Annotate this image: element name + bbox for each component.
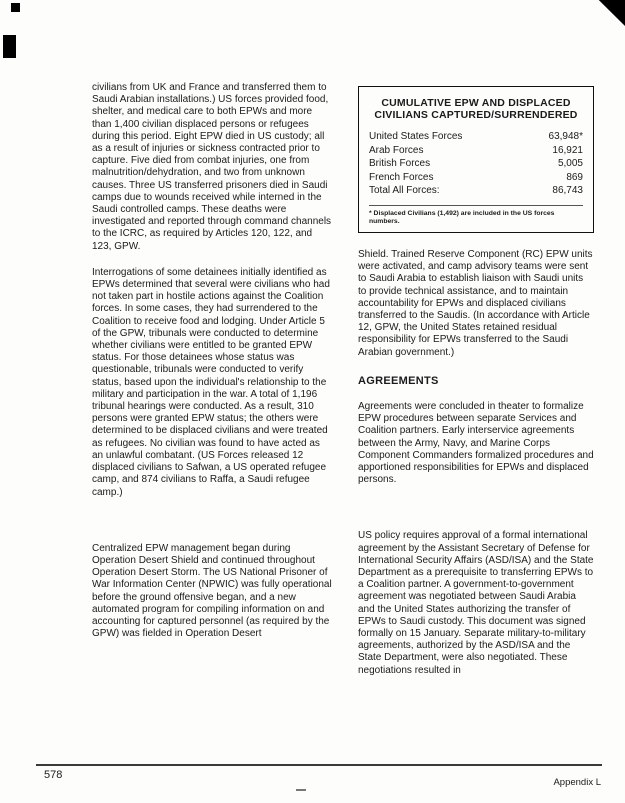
left-column <box>92 82 332 654</box>
table-row-total <box>369 184 583 198</box>
page-number: 578 <box>44 769 63 781</box>
table-row-label: British Forces <box>369 158 431 170</box>
scan-artifact-top-left-1 <box>11 3 20 12</box>
paragraph-tribunals: Interrogations of some detainees initially identified as EPWs determined that several were civilians who had not taken part in hostile actions against the Coalition forces. In some cases, they had surrendered to the Coalition to receive food and lodging. Under Article 5 of the GPW, tribunals were conducted to determine whether civilians were entitled to be granted EPW status. For those detainees whose status was questionable, tribunals were conducted to verify status, based upon the individual's relationship to the military and participation in the war. A total of 1,196 tribunal hearings were conducted. As a result, 310 persons were granted EPW status; the others were determined to be displaced civilians and were treated as refugees. No civilian was found to have acted as an unlawful combatant. (US Forces released 12 displaced civilians to Safwan, a US operated refugee camp, and 874 civilians to Raffa, a Saudi refugee camp.) <box>92 266 330 498</box>
scan-artifact-bottom-dash <box>296 789 306 791</box>
epw-summary-table <box>358 86 594 233</box>
table-row-label: French Forces <box>369 171 434 183</box>
table-row-value: 63,948* <box>548 131 583 142</box>
table-row-value: 86,743 <box>552 185 583 197</box>
scan-artifact-top-left-2 <box>3 35 16 58</box>
table-title-line2: CIVILIANS CAPTURED/SURRENDERED <box>374 109 578 121</box>
table-row-label: Total All Forces: <box>369 185 440 197</box>
right-column <box>358 86 594 691</box>
paragraph-shield-rc-units: Shield. Trained Reserve Component (RC) EPW units were activated, and camp advisory teams were sent to Saudi Arabia to establish liaison with Saudi units to provide technical assistance, and to maintain accountability for EPWs and displaced civilians transferred to the Saudis. (In accordance with Article 12, GPW, the United States retained residual responsibility for EPWs transferred to the Saudi Arabian government.) <box>358 248 593 358</box>
table-row-value: 869 <box>566 171 583 183</box>
table-title <box>369 97 583 121</box>
table-row <box>369 157 583 171</box>
scan-artifact-top-right-corner <box>593 0 625 26</box>
table-title-line1: CUMULATIVE EPW AND DISPLACED <box>381 97 571 109</box>
footer-rule <box>36 764 602 766</box>
footer-appendix-label: Appendix L <box>553 777 601 788</box>
table-row-label: United States Forces <box>369 131 463 142</box>
paragraph-centralized-management: Centralized EPW management began during Operation Desert Shield and continued throughout Operation Desert Storm. The US National Prisoner of War Information Center (NPWIC) was fully operational before the ground offensive began, and a new automated program for compiling information on and accounting for captured personnel (as required by the GPW) was fielded in Operation Desert <box>92 542 332 640</box>
table-row <box>369 144 583 158</box>
table-row <box>369 171 583 185</box>
table-row <box>369 130 583 144</box>
table-rows <box>369 130 583 198</box>
table-footnote: * Displaced Civilians (1,492) are included in the US forces numbers. <box>369 205 583 226</box>
paragraph-us-policy: US policy requires approval of a formal international agreement by the Assistant Secretary of Defense for International Security Affairs (ASD/ISA) and the State Department as a prerequisite to transferring EPWs to a Coalition partner. A government-to-government agreement was negotiated between Saudi Arabia and the United States authorizing the transfer of EPWs to Saudi custody. This document was signed formally on 15 January. Separate military-to-military agreements, authorized by the ASD/ISA and the State Department, were also negotiated. These negotiations resulted in <box>358 530 594 676</box>
table-row-label: Arab Forces <box>369 144 424 156</box>
table-row-value: 16,921 <box>552 144 583 156</box>
paragraph-agreements-theater: Agreements were concluded in theater to formalize EPW procedures between separate Services and Coalition partners. Early interservice agreements between the Army, Navy, and Marine Corps Component Commanders formalized procedures and apportioned responsibilities for EPWs and displaced persons. <box>358 401 594 486</box>
paragraph-custody-deaths: civilians from UK and France and transferred them to Saudi Arabian installations.) US forces provided food, shelter, and medical care to both EPWs and more than 1,400 civilian displaced persons or refugees during this period. Eight EPW died in US custody; all as a result of injuries or sickness contracted prior to capture. Five died from combat injuries, one from malnutrition/dehydration, and two from unknown causes. Three US transferred prisoners died in Saudi camps due to wounds received while interned in the Saudi controlled camps. These deaths were investigated and reported through command channels to the ICRC, as required by Articles 120, 122, and 123, GPW. <box>92 82 332 252</box>
table-row-value: 5,005 <box>557 158 583 170</box>
section-heading-agreements: AGREEMENTS <box>358 374 439 387</box>
